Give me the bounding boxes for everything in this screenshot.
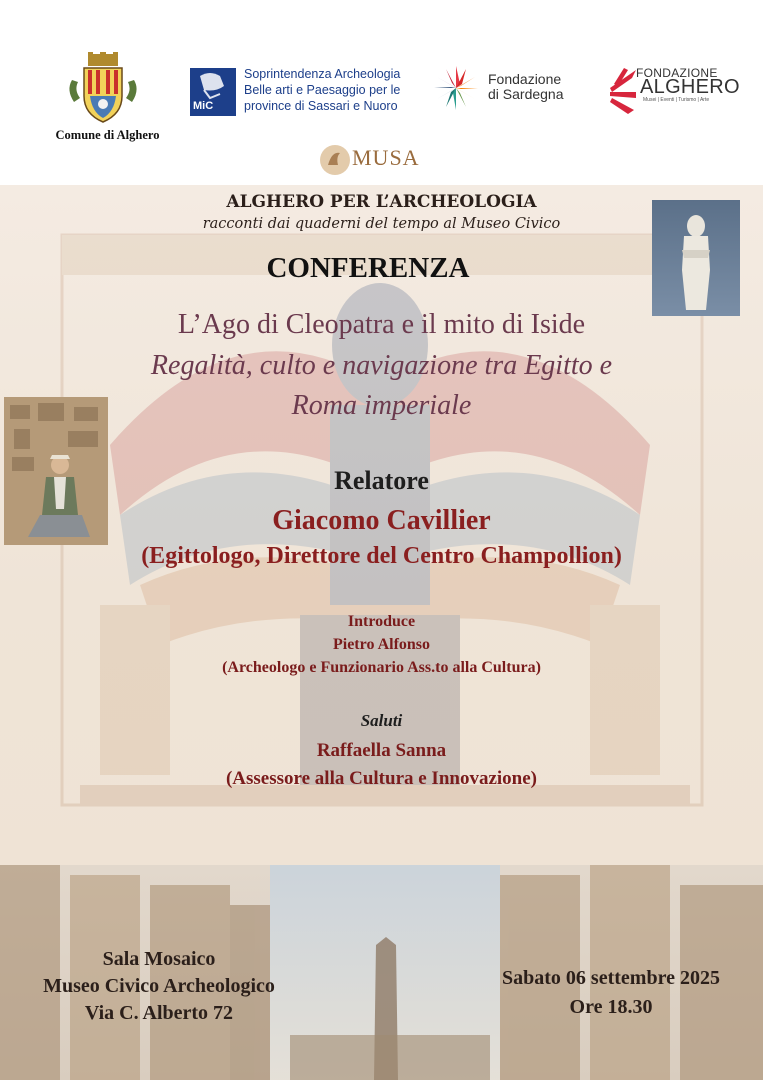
fondazione-alghero-name: ALGHERO — [640, 76, 740, 98]
event-subtitle-line1: Regalità, culto e navigazione tra Egitto e — [150, 350, 613, 381]
event-subtitle-line2: Roma imperiale — [291, 390, 472, 421]
speaker-role: (Egittologo, Direttore del Centro Champollion) — [141, 543, 622, 569]
mic-badge: MiC — [193, 100, 214, 112]
greetings-label: Saluti — [360, 711, 403, 730]
greetings-name: Raffaella Sanna — [316, 740, 447, 761]
greetings-role: (Assessore alla Cultura e Innovazione) — [225, 768, 538, 789]
intro-label: Introduce — [347, 613, 416, 630]
soprintendenza-name: Soprintendenza Archeologia Belle arti e Paesaggio per le province di Sassari e Nuoro — [244, 67, 401, 113]
venue-address: Via C. Alberto 72 — [84, 1002, 234, 1024]
intro-role: (Archeologo e Funzionario Ass.to alla Cultura) — [222, 659, 541, 676]
venue-room: Sala Mosaico — [102, 948, 216, 970]
speaker-name: Giacomo Cavillier — [272, 505, 491, 536]
musa-logo-icon — [318, 143, 352, 177]
intro-name: Pietro Alfonso — [332, 636, 431, 653]
fondazione-sardegna-name: Fondazione di Sardegna — [488, 71, 564, 102]
venue-museum: Museo Civico Archeologico — [43, 975, 275, 997]
event-date: Sabato 06 settembre 2025 — [502, 967, 720, 989]
speaker-label: Relatore — [334, 466, 429, 495]
series-title: ALGHERO PER L’ARCHEOLOGIA — [226, 192, 537, 212]
series-subtitle: racconti dai quaderni del tempo al Museo Civico — [202, 216, 561, 232]
comune-caption: Comune di Alghero — [55, 128, 160, 142]
fondazione-alghero-top: FONDAZIONE — [636, 66, 718, 80]
alghero-crest-icon — [64, 50, 142, 126]
event-time: Ore 18.30 — [569, 996, 653, 1018]
musa-logo-text: MUSA — [352, 145, 420, 170]
fondazione-alghero-tagline: Musei | Eventi | Turismo | Arte — [643, 97, 710, 103]
fondazione-sardegna-star-icon — [432, 64, 480, 112]
event-title: L’Ago di Cleopatra e il mito di Iside — [177, 309, 586, 340]
event-type: CONFERENZA — [266, 252, 470, 284]
